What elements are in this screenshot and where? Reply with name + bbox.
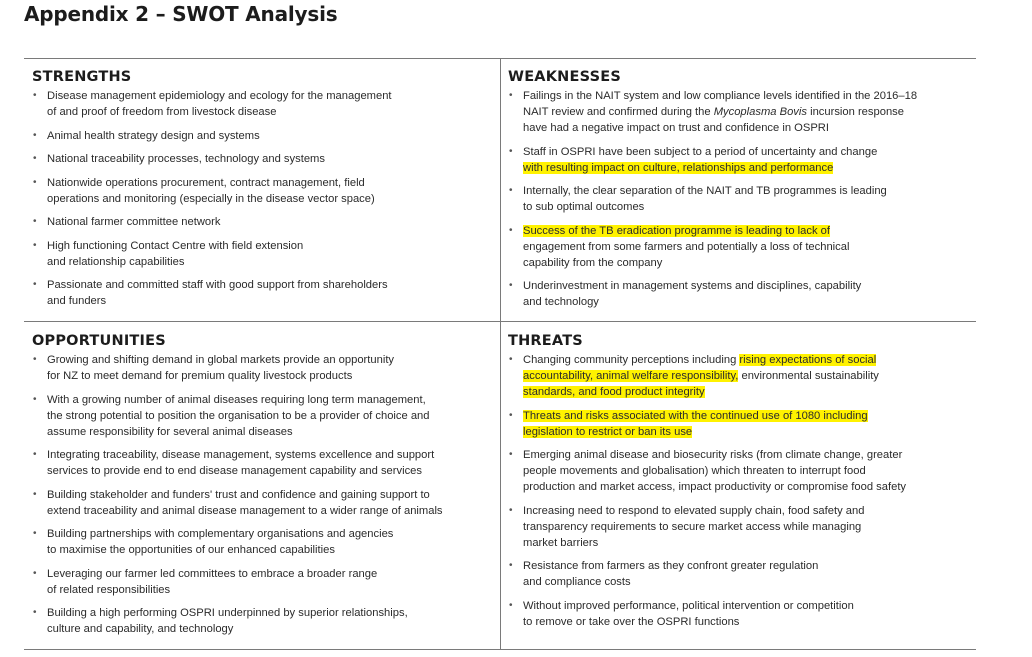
list-item: • Changing community perceptions including rising expectations of social accountability, animal welfare responsibility, environmental sustainability standards, and food product integrity (508, 352, 974, 400)
swot-grid (24, 58, 976, 650)
list-item: • Increasing need to respond to elevated supply chain, food safety and transparency requirements to secure market access while managing market barriers (508, 503, 974, 551)
list-item: • Passionate and committed staff with good support from shareholders and funders (32, 277, 494, 309)
weaknesses-quadrant (508, 59, 974, 318)
list-item: • Growing and shifting demand in global markets provide an opportunity for NZ to meet demand for premium quality livestock products (32, 352, 494, 384)
list-item: • Success of the TB eradication programme is leading to lack of engagement from some farmers and potentially a loss of technical capability from the company (508, 223, 974, 271)
strengths-quadrant (32, 59, 494, 317)
threats-list (508, 352, 974, 630)
highlighted-text: legislation to restrict or ban its use (523, 425, 693, 438)
strengths-list (32, 88, 494, 309)
page-title: Appendix 2 – SWOT Analysis (24, 2, 338, 26)
list-item: • Internally, the clear separation of the NAIT and TB programmes is leading to sub optimal outcomes (508, 183, 974, 215)
highlighted-text: accountability, animal welfare responsibility, (523, 370, 739, 382)
list-item: • National traceability processes, technology and systems (32, 151, 494, 167)
list-item: • Building stakeholder and funders' trust and confidence and gaining support to extend traceability and animal disease management to a wider range of animals (32, 487, 494, 519)
list-item: • Nationwide operations procurement, contract management, field operations and monitoring (especially in the disease vector space) (32, 175, 494, 207)
list-item: • Without improved performance, political intervention or competition to remove or take over the OSPRI functions (508, 598, 974, 630)
list-item: • Emerging animal disease and biosecurity risks (from climate change, greater people movements and globalisation) which threaten to interrupt food production and market access, impact productivity or compromise food safety (508, 447, 974, 495)
list-item: • Building partnerships with complementary organisations and agencies to maximise the opportunities of our enhanced capabilities (32, 526, 494, 558)
list-item: • Leveraging our farmer led committees to embrace a broader range of related responsibilities (32, 566, 494, 598)
strengths-heading: STRENGTHS (32, 69, 132, 85)
highlighted-text: with resulting impact on culture, relationships and performance (523, 161, 834, 174)
threats-quadrant (508, 323, 974, 637)
list-item: • National farmer committee network (32, 214, 494, 230)
weaknesses-heading: WEAKNESSES (508, 69, 621, 85)
opportunities-list (32, 352, 494, 637)
vertical-divider (500, 59, 501, 649)
list-item: • Disease management epidemiology and ecology for the management of and proof of freedom from livestock disease (32, 88, 494, 120)
highlighted-text: Success of the TB eradication programme is leading to lack of (523, 224, 830, 237)
highlighted-text: standards, and food product integrity (523, 386, 705, 398)
list-item: • Integrating traceability, disease management, systems excellence and support services to provide end to end disease management capability and services (32, 447, 494, 479)
list-item: • High functioning Contact Centre with field extension and relationship capabilities (32, 238, 494, 270)
list-item (508, 408, 974, 440)
threats-heading: THREATS (508, 333, 583, 349)
list-item: • Staff in OSPRI have been subject to a period of uncertainty and change with resulting impact on culture, relationships and performance (508, 144, 974, 176)
list-item: • Failings in the NAIT system and low compliance levels identified in the 2016–18 NAIT review and confirmed during the Mycoplasma Bovis incursion response have had a negative impact on trust and confidence in OSPRI (508, 88, 974, 136)
list-item: • Animal health strategy design and systems (32, 128, 494, 144)
weaknesses-list (508, 88, 974, 310)
list-item: • Resistance from farmers as they confront greater regulation and compliance costs (508, 558, 974, 590)
list-item: • Underinvestment in management systems and disciplines, capability and technology (508, 278, 974, 310)
highlighted-text: rising expectations of social (739, 354, 877, 366)
list-item: • Building a high performing OSPRI underpinned by superior relationships, culture and capability, and technology (32, 605, 494, 637)
highlighted-text: Threats and risks associated with the continued use of 1080 including (523, 409, 868, 422)
opportunities-quadrant (32, 323, 494, 645)
opportunities-heading: OPPORTUNITIES (32, 333, 166, 349)
list-item: • With a growing number of animal diseases requiring long term management, the strong potential to position the organisation to be a provider of choice and assume responsibility for several animal diseases (32, 392, 494, 440)
